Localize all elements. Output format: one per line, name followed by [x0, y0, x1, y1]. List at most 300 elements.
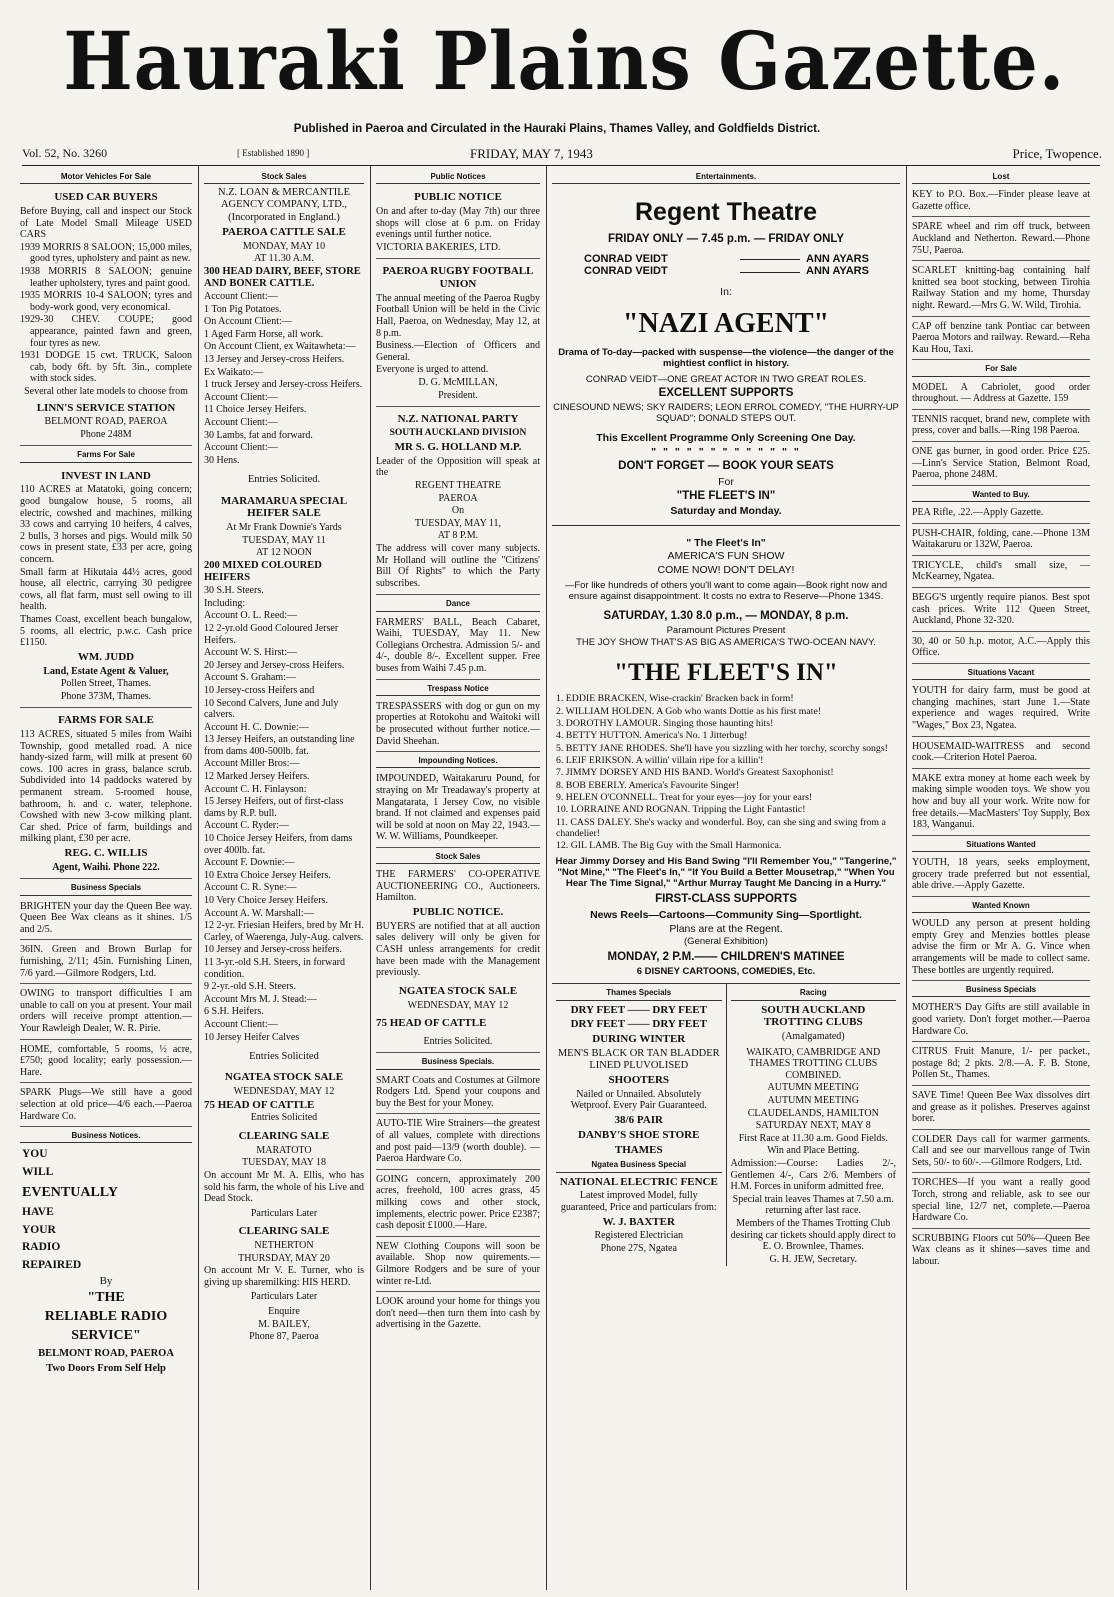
ad-heading: PAEROA RUGBY FOOTBALL UNION — [382, 265, 534, 291]
ad-text: 1935 MORRIS 10-4 SALOON; tyres and body-work good, very economical. — [20, 290, 192, 313]
list-item: 10 Extra Choice Jersey Heifers. — [204, 869, 331, 881]
ad-text: Particulars Later — [250, 1207, 318, 1219]
ad-text: 110 ACRES at Matatoki, going concern; good bungalow house, 5 rooms, all electric, cowshed and machines, milking 33 cows and carrying 10 heifers, 4 calves, 2 bulls, 3 horses and pigs. Would milk 50 cows in present state, £33 per acre, going concern. — [20, 484, 192, 566]
ad-heading: MONDAY, 2 P.M.—— CHILDREN'S MATINEE — [607, 950, 845, 963]
ad-text: By — [99, 1274, 113, 1287]
film-title: "NAZI AGENT" — [622, 308, 830, 340]
ad-text: REGENT THEATRE — [414, 479, 501, 491]
ad-text: Phone 373M, Thames. — [60, 690, 152, 702]
bottom-ads — [552, 983, 900, 1266]
column-entertainment — [552, 168, 900, 1590]
ad-text: N.Z. LOAN & MERCANTILE AGENCY COMPANY, LTD., (Incorporated in England.) — [217, 187, 351, 223]
ad-text: Plans are at the Regent. — [669, 922, 783, 935]
ad-heading: DRY FEET —— DRY FEET — [570, 1003, 707, 1016]
newspaper-title: Hauraki Plains Gazette. — [63, 14, 1066, 108]
classified-ad: BRIGHTEN your day the Queen Bee way. Queen Bee Wax cleans as it shines. 1/5 and 2/5. — [20, 899, 192, 941]
star-billing — [584, 253, 900, 278]
ad-text: 1931 DODGE 15 cwt. TRUCK, Saloon cab, body 6ft. by 5ft. 3in., complete with stock sides. — [20, 350, 192, 385]
ad-text: TUESDAY, MAY 18 — [241, 1157, 326, 1169]
section-head: Dance — [376, 597, 540, 611]
section-head: Stock Sales — [204, 170, 364, 184]
header-rule — [22, 165, 1100, 166]
list-item: Account Miller Bros:— — [204, 758, 300, 770]
classified-ad: ONE gas burner, in good order. Price £25.—Linn's Service Station, Belmont Road, Paeroa, phone 248M. — [912, 444, 1090, 486]
radio-word: EVENTUALLY — [22, 1185, 118, 1200]
billing-name: ANN AYARS — [806, 265, 869, 278]
ad-text: (Amalgamated) — [781, 1031, 845, 1043]
racing — [727, 984, 901, 1266]
list-item: 5. BETTY JANE RHODES. She'll have you sizzling with her torchy, scorchy songs! — [556, 742, 888, 754]
section-head: Business Specials — [912, 983, 1090, 997]
ad-text: WEDNESDAY, MAY 12 — [407, 999, 509, 1011]
list-item: 11 3-yr.-old S.H. Steers, in forward condition. — [204, 956, 345, 980]
classified-ad: TRESPASSERS with dog or gun on my properties at Rotokohu and Waitoki will be prosecuted without further notice.—David Sheehan. — [376, 699, 540, 752]
ad-text: Before Buying, call and inspect our Stock of Late Model Small Mileage USED CARS — [20, 206, 192, 241]
ad-heading: W. J. BAXTER — [602, 1215, 675, 1228]
ad-national-party — [376, 409, 540, 595]
classified-ad: HOUSEMAID-WAITRESS and second cook.—Criterion Hotel Paeroa. — [912, 739, 1090, 769]
section-head: Motor Vehicles For Sale — [20, 170, 192, 184]
ad-text: Paramount Pictures Present — [666, 625, 786, 637]
ad-heading: " The Fleet's In" — [686, 537, 766, 550]
ad-text: BELMONT ROAD, PAEROA — [38, 1348, 174, 1360]
ad-heading: FARMS FOR SALE — [58, 714, 154, 727]
list-item: Account O. L. Reed:— — [204, 610, 298, 622]
list-item: On Account Client, ex Waitawheta:— — [204, 341, 356, 353]
radio-word: RADIO — [22, 1241, 61, 1254]
ad-text: Particulars Later — [250, 1291, 318, 1303]
ad-text: WEDNESDAY, MAY 12 — [233, 1086, 335, 1098]
ad-text: M. BAILEY, — [258, 1318, 310, 1330]
ad-text: Enquire — [268, 1306, 300, 1318]
list-item: 12 2-yr. Friesian Heifers, bred by Mr H. Carley, of Waerenga, July-Aug. calvers. — [204, 920, 364, 943]
ad-text: This Excellent Programme Only Screening One Day. — [596, 431, 856, 444]
list-item: 15 Jersey Heifers, out of first-class dams by R.P. bull. — [204, 796, 344, 819]
classified-ad: COLDER Days call for warmer garments. Call and see our marvellous range of Twin Sets, 50/- to 60/-.—Gilmore Rodgers, Ltd. — [912, 1132, 1090, 1174]
cast-list — [556, 693, 900, 852]
ad-text: For — [718, 475, 734, 488]
list-item: 6. LEIF ERIKSON. A willin' villain ripe for a killin'! — [556, 754, 764, 766]
ad-heading: MARAMARUA SPECIAL HEIFER SALE — [220, 494, 348, 520]
list-item: 30 Hens. — [204, 454, 240, 466]
ad-heading: THAMES — [614, 1143, 663, 1156]
ad-text: Small farm at Hikutaia 44½ acres, good house, all electric, carrying 30 pedigree cows, all flat farm, must sell owing to ill health. — [20, 566, 192, 613]
ad-text: THURSDAY, MAY 20 — [238, 1252, 330, 1264]
list-item: Ex Waikato:— — [204, 366, 264, 378]
radio-word: REPAIRED — [22, 1259, 82, 1272]
issue-price: Price, Twopence. — [1012, 146, 1102, 161]
column-divider — [198, 166, 199, 1590]
list-item: Account Mrs M. J. Stead:— — [204, 993, 317, 1005]
list-item: Account Client:— — [204, 391, 278, 403]
ad-text: 300 HEAD DAIRY, BEEF, STORE AND BONER CATTLE. — [204, 265, 361, 289]
list-item: 3. DOROTHY LAMOUR. Singing those haunting hits! — [556, 717, 774, 729]
ad-text: Saturday and Monday. — [670, 505, 782, 518]
classified-ad: BEGG'S urgently require pianos. Best spot cash prices. Write 112 Queen Street, Auckland, Phone 32-320. — [912, 590, 1090, 632]
film-title: "THE FLEET'S IN" — [614, 659, 838, 687]
billing-name: CONRAD VEIDT — [584, 252, 668, 265]
classified-ad: MAKE extra money at home each week by making simple wooden toys. We show you how and buy all your work. Write now for free details.—MacMasters' Toy Supply, Box 183, Wanganui. — [912, 771, 1090, 836]
ad-text: MONDAY, MAY 10 — [242, 240, 326, 252]
list-item: 10 Second Calvers, June and July calvers. — [204, 697, 339, 721]
list-item: 13 Jersey and Jersey-cross Heifers. — [204, 354, 345, 366]
classified-ad: FARMERS' BALL, Beach Cabaret, Waihi, TUESDAY, May 11. New Collegians Orchestra. Admission 5/- and 4/-, double 8/-. Excellent supper. Free buses from Waihi 7.45 p.m. — [376, 615, 540, 680]
list-item: Account A. W. Marshall:— — [204, 907, 314, 919]
ad-text: VICTORIA BAKERIES, LTD. — [376, 241, 501, 253]
section-head: Situations Vacant — [912, 666, 1090, 680]
ad-text: Hear Jimmy Dorsey and His Band Swing "I'll Remember You," "Tangerine," "Not Mine," "The Fleet's In," "If You Build a Better Mousetrap," "When You Hear The Time Signal," "Arthur Murray Taught Me Dancing in a Hurry." — [555, 855, 897, 890]
ad-heading: N.Z. NATIONAL PARTY — [397, 413, 519, 426]
ad-text: 1939 MORRIS 8 SALOON; 15,000 miles, good tyres, upholstery and paint as new. — [20, 241, 192, 265]
ad-text: NETHERTON — [254, 1240, 314, 1252]
section-head: For Sale — [912, 362, 1090, 376]
ad-heading: PUBLIC NOTICE — [414, 191, 502, 204]
billing-row — [584, 253, 900, 266]
list-item: 9. HELEN O'CONNELL. Treat for your eyes—joy for your ears! — [556, 792, 813, 804]
section-head: Business Notices. — [20, 1129, 192, 1143]
list-item: Account C. H. Finlayson: — [204, 783, 307, 795]
ad-text: Members of the Thames Trotting Club desiring car tickets should apply direct to E. O. Brownlee, Thames. — [730, 1217, 896, 1253]
radio-word: YOU — [22, 1148, 48, 1161]
ad-text: BELMONT ROAD, PAEROA — [44, 416, 168, 428]
classified-ad: TORCHES—If you want a really good Torch, strong and reliable, ask to see our special line, 12/7 net, complete.—Paeroa Hardware Co. — [912, 1175, 1090, 1228]
ad-used-cars — [20, 187, 192, 446]
ad-heading: INVEST IN LAND — [61, 469, 151, 482]
theatre-name: Regent Theatre — [635, 198, 817, 227]
ad-text: 1929-30 CHEV. COUPE; good appearance, painted fawn and green, four tyres as new. — [20, 314, 192, 349]
ad-text: Phone 87, Paeroa — [249, 1331, 319, 1343]
classified-ad: TRICYCLE, child's small size, —McKearney, Ngatea. — [912, 558, 1090, 588]
ad-farmers-coop — [376, 867, 540, 1053]
ad-text: CLAUDELANDS, HAMILTON — [747, 1107, 879, 1119]
list-item: On Account Client:— — [204, 316, 292, 328]
list-item: 6 S.H. Heifers. — [204, 1006, 264, 1018]
ad-text: Entries Solicited — [250, 1112, 318, 1124]
ad-heading: WM. JUDD — [77, 650, 135, 663]
list-item: Account H. C. Downie:— — [204, 721, 309, 733]
list-item: Including: — [204, 597, 246, 609]
classified-ad: 36IN. Green and Brown Burlap for furnishing, 2/11; 45in. Furnishing Linen, 7/6 yard.—Gilmore Rodgers, Ltd. — [20, 942, 192, 984]
stock-list — [204, 291, 364, 466]
list-item: 10. LORRAINE AND ROGNAN. Tripping the Light Fantastic! — [556, 804, 806, 816]
ad-public-notice — [376, 187, 540, 259]
ad-text: Land, Estate Agent & Valuer, — [43, 665, 169, 677]
show-time: FRIDAY ONLY — 7.45 p.m. — FRIDAY ONLY — [607, 233, 845, 246]
ad-rugby-union — [376, 261, 540, 407]
ad-text: D. G. McMILLAN, — [418, 377, 498, 389]
ad-text: Several other late models to choose from — [24, 385, 188, 397]
column-1 — [20, 168, 192, 1590]
masthead — [20, 6, 1100, 126]
ad-text: Phone 27S, Ngatea — [600, 1242, 677, 1254]
list-item: 10 Jersey-cross Heifers and — [204, 684, 315, 696]
ad-heading: LINN'S SERVICE STATION — [36, 401, 176, 414]
list-item: Account Client:— — [204, 291, 278, 303]
section-head: Thames Specials — [556, 986, 722, 1000]
ad-heading: SHOOTERS — [608, 1074, 670, 1087]
ad-text: Admission:—Course: Ladies 2/-, Gentlemen 4/-, Cars 2/6. Members of H.M. Forces in uniform admitted free. — [730, 1157, 896, 1193]
column-divider — [370, 166, 371, 1590]
ad-text: On — [451, 505, 465, 517]
ad-text: AT 11.30 A.M. — [254, 253, 314, 265]
ad-text: TUESDAY, MAY 11, — [414, 517, 502, 529]
ad-heading: NGATEA STOCK SALE — [398, 984, 518, 997]
classified-ad: LOOK around your home for things you don't need—then turn them into cash by advertising in the Gazette. — [376, 1296, 540, 1331]
list-item: Account C. Ryder:— — [204, 820, 289, 832]
list-item: 13 Jersey Heifers, an outstanding line from dams 400-500lb. fat. — [204, 734, 355, 757]
section-head: Trespass Notice — [376, 682, 540, 696]
ad-text: Leader of the Opposition will speak at the — [376, 455, 540, 479]
ad-text: 113 ACRES, situated 5 miles from Waihi Township, good metalled road. A nice handy-sized farm, will milk at present 60 cows. 100 acres in grass, balance scrub. Subdivided into 14 paddocks watered by permanent stream. 5-roomed house, bathroom, h. and c. water, telephone. Cowshed with new 3-cow milking plant. Car shed. Price of farm, buildings and milking plant, £30 per acre. — [20, 729, 192, 845]
ad-text: COME NOW! DON'T DELAY! — [657, 563, 795, 576]
show-time: SATURDAY, 1.30 8.0 p.m., — MONDAY, 8 p.m. — [603, 609, 849, 622]
classified-ad: SPARK Plugs—We still have a good selection at old price—4/6 each.—Paeroa Hardware Co. — [20, 1085, 192, 1127]
list-item: 10 Jersey and Jersey-cross heifers. — [204, 944, 343, 956]
ad-text: AMERICA'S FUN SHOW — [667, 550, 785, 563]
ad-invest-land — [20, 466, 192, 709]
list-item: Account S. Graham:— — [204, 672, 296, 684]
ad-heading: MR S. G. HOLLAND M.P. — [394, 441, 522, 453]
classified-ad: 30, 40 or 50 h.p. motor, A.C.—Apply this Office. — [912, 634, 1090, 664]
classified-ad: WOULD any person at present holding empty Grey and Menzies bottles please advise the firm or Mr A. G. Vince when arrangements will be made to collect same. These bottles are urgently required. — [912, 916, 1090, 981]
section-head: Wanted Known — [912, 899, 1090, 913]
column-divider — [906, 166, 907, 1590]
list-item: 2. WILLIAM HOLDEN. A Gob who wants Dottie as his first mate! — [556, 705, 822, 717]
ad-text: Phone 248M — [80, 428, 132, 440]
ad-heading: DRY FEET —— DRY FEET — [570, 1018, 707, 1031]
ad-heading: FIRST-CLASS SUPPORTS — [655, 893, 797, 906]
radio-word: YOUR — [22, 1223, 56, 1236]
list-item: Account W. S. Hirst:— — [204, 647, 298, 659]
ad-heading: DANBY'S SHOE STORE — [578, 1128, 700, 1141]
classified-ad: GOING concern, approximately 200 acres, freehold, 100 acres grass, 45 milking cows and other stock, implements, electric power. Price £2387; cash deposit £1000.—Hare. — [376, 1172, 540, 1237]
ad-heading: DON'T FORGET — BOOK YOUR SEATS — [618, 460, 834, 473]
issue-date: FRIDAY, MAY 7, 1943 — [470, 146, 593, 161]
ad-text: CINESOUND NEWS; SKY RAIDERS; LEON ERROL COMEDY, "THE HURRY-UP SQUAD"; DONALD STEPS OUT. — [553, 401, 899, 424]
section-head: Wanted to Buy. — [912, 488, 1090, 502]
radio-word: WILL — [22, 1166, 54, 1179]
list-item: 11 Choice Jersey Heifers. — [204, 404, 307, 416]
ad-text: In: — [720, 285, 732, 298]
ad-heading: SERVICE" — [71, 1328, 141, 1344]
ad-text: News Reels—Cartoons—Community Sing—Sportlight. — [590, 908, 862, 921]
ad-heading: CLEARING SALE — [238, 1130, 330, 1142]
ad-text: On account Mr V. E. Turner, who is giving up sharemilking: HIS HERD. — [204, 1265, 364, 1288]
ad-text: The address will cover many subjects. Mr Holland will outline the "Citizens' Bill Of Rights" to which the Party subscribes. — [376, 542, 540, 589]
ad-heading: PUBLIC NOTICE. — [412, 906, 504, 919]
ad-text: WAIKATO, CAMBRIDGE AND THAMES TROTTING CLUBS COMBINED. — [746, 1046, 881, 1081]
ad-heading: EXCELLENT SUPPORTS — [658, 386, 794, 399]
classified-ad: SCRUBBING Floors cut 50%—Queen Bee Wax cleans as it shines—saves time and labour. — [912, 1232, 1090, 1268]
classified-ad: MOTHER'S Day Gifts are still available in good variety. Don't forget mother.—Paeroa Hardware Co. — [912, 1000, 1090, 1042]
ad-text: AUTUMN MEETING — [767, 1094, 859, 1106]
list-item: Account Client:— — [204, 1018, 278, 1030]
ad-heading: 38/6 PAIR — [614, 1114, 663, 1127]
classified-ad: NEW Clothing Coupons will soon be available. Shop now quirements.—Gilmore Rodgers and be sure of your winter re-Ltd. — [376, 1239, 540, 1292]
ad-text: TUESDAY, MAY 11 — [242, 534, 326, 546]
radio-word: HAVE — [22, 1205, 54, 1218]
ad-text: Win and Place Betting. — [767, 1145, 860, 1157]
classified-ad: PEA Rifle, .22.—Apply Gazette. — [912, 505, 1090, 524]
fleets-in-block — [552, 525, 900, 977]
list-item: Account C. R. Syne:— — [204, 882, 297, 894]
list-item: 9 2-yr.-old S.H. Steers. — [204, 981, 296, 993]
ad-text: MEN'S BLACK OR TAN BLADDER LINED PLUVOLISED — [557, 1047, 720, 1071]
classified-ad: IMPOUNDED, Waitakaruru Pound, for straying on Mr Treadaway's property at Mangatarata, 1 Jersey Cow, no visible brand. If not claimed and expenses paid will be sold at noon on May 22, 1943.—W. W. Williams, Poundkeeper. — [376, 771, 540, 848]
ad-text: President. — [438, 389, 478, 401]
ad-heading: USED CAR BUYERS — [54, 191, 158, 204]
ad-heading: NATIONAL ELECTRIC FENCE — [559, 1175, 718, 1188]
ad-text: AUTUMN MEETING — [767, 1082, 859, 1094]
ad-heading: NGATEA STOCK SALE — [224, 1071, 344, 1084]
ad-text: BUYERS are notified that at all auction sales delivery will only be given for CASH unless arrangements for credit have been made with the Management previously. — [376, 920, 540, 979]
classified-ad: SMART Coats and Costumes at Gilmore Rodgers Ltd. Spend your coupons and buy the Best for your Money. — [376, 1073, 540, 1115]
ad-text: THE FARMERS' CO-OPERATIVE AUCTIONEERING CO., Auctioneers. Hamilton. — [376, 869, 540, 904]
ad-heading: CLEARING SALE — [238, 1225, 330, 1238]
column-2 — [204, 168, 364, 1590]
ad-heading: RELIABLE RADIO — [44, 1308, 168, 1324]
column-divider — [546, 166, 547, 1590]
classified-ad: SAVE Time! Queen Bee Wax dissolves dirt and grease as it polishes. Preserves against borer. — [912, 1088, 1090, 1130]
section-head: Business Specials — [20, 881, 192, 895]
ad-text: Pollen Street, Thames. — [60, 678, 152, 690]
classified-ad: KEY to P.O. Box.—Finder please leave at Gazette office. — [912, 187, 1090, 217]
billing-rule — [740, 253, 800, 261]
ad-text: (General Exhibition) — [684, 935, 768, 947]
list-item: Account Client:— — [204, 442, 278, 454]
ad-text: AT 8 P.M. — [437, 530, 479, 542]
ditto-marks: " " " " " " " " " " " " " — [651, 446, 801, 459]
list-item: 20 Jersey and Jersey-cross Heifers. — [204, 659, 345, 671]
ad-text: THE JOY SHOW THAT'S AS BIG AS AMERICA'S TWO-OCEAN NAVY. — [576, 637, 876, 649]
ad-text: MARATOTO — [256, 1144, 312, 1156]
list-item: 8. BOB EBERLY. America's Favourite Singer! — [556, 779, 740, 791]
list-item: 4. BETTY HUTTON. America's No. 1 Jitterbug! — [556, 730, 748, 742]
list-item: 30 Lambs, fat and forward. — [204, 429, 313, 441]
ad-heading: REG. C. WILLIS — [64, 847, 148, 859]
list-item: 10 Very Choice Jersey Heifers. — [204, 895, 328, 907]
ad-text: Latest improved Model, fully guaranteed, Price and particulars from: — [560, 1190, 717, 1213]
billing-name: ANN AYARS — [806, 252, 869, 265]
list-item: 1 Aged Farm Horse, all work. — [204, 328, 324, 340]
classified-ad: YOUTH, 18 years, seeks employment, grocery trade preferred but not essential, able drive.—Apply Gazette. — [912, 855, 1090, 897]
issue-info-bar — [22, 146, 1102, 164]
volume-number: Vol. 52, No. 3260 — [22, 146, 108, 160]
classified-ad: CITRUS Fruit Manure, 1/- per packet., postage 8d; 2 pkts. 2/8.—A. F. B. Stone, Pollen St., Thames. — [912, 1044, 1090, 1086]
ad-heading: PAEROA CATTLE SALE — [222, 225, 346, 238]
section-head: Lost — [912, 170, 1090, 184]
ad-heading: SOUTH AUCKLAND TROTTING CLUBS — [761, 1003, 866, 1029]
ad-text: SOUTH AUCKLAND DIVISION — [389, 427, 527, 438]
ad-text: Agent, Waihi. Phone 222. — [52, 861, 160, 873]
list-item: 12 2-yr.old Good Coloured Jerser Heifers. — [204, 622, 339, 646]
list-item: 10 Jersey Heifer Calves — [204, 1031, 300, 1043]
ad-text: 75 HEAD OF CATTLE — [376, 1017, 487, 1030]
list-item: 1 Ton Pig Potatoes. — [204, 303, 282, 315]
ad-text: —For like hundreds of others you'll want to come again—Book right now and ensure against disappointment. It costs no extra to Reserve—Phone 134S. — [564, 579, 888, 602]
ad-text: 75 HEAD OF CATTLE — [204, 1098, 315, 1111]
classified-ad: AUTO-TIE Wire Strainers—the greatest of all values, complete with directions and post paid—13/9 (worth double). —Paeroa Hardware Co. — [376, 1116, 540, 1169]
ad-text: On and after to-day (May 7th) our three shops will close at 6 p.m. on Friday evenings until further notice. — [376, 206, 540, 241]
ad-farms-for-sale — [20, 710, 192, 879]
ad-radio-service — [20, 1146, 192, 1275]
list-item: 11. CASS DALEY. She's wacky and wonderful. Boy, can she sing and swing from a chandelier! — [556, 816, 886, 840]
ad-text: The annual meeting of the Paeroa Rugby Football Union will be held in the Civic Hall, Paeroa, on Wednesday, May 12, at 8 p.m. — [376, 292, 540, 339]
section-head: Stock Sales — [376, 850, 540, 864]
ad-text: 1938 MORRIS 8 SALOON; genuine leather upholstery, tyres and paint good. — [20, 265, 192, 289]
ad-text: Entries Solicited — [249, 1051, 319, 1063]
ad-text: PAEROA — [438, 492, 478, 504]
classified-ad: OWING to transport difficulties I am unable to call on you at present. Your mail orders will receive prompt attention.—Your Rawleigh Dealer, W. R. Pirie. — [20, 986, 192, 1039]
list-item: 12 Marked Jersey Heifers. — [204, 771, 310, 783]
list-item: 10 Choice Jersey Heifers, from dams over 400lb. fat. — [204, 833, 353, 856]
list-item: 1. EDDIE BRACKEN, Wise-crackin' Bracken back in form! — [556, 693, 794, 705]
ad-text: Two Doors From Self Help — [46, 1363, 166, 1375]
billing-rule — [740, 265, 800, 273]
ad-text: 6 DISNEY CARTOONS, COMEDIES, Etc. — [636, 966, 816, 978]
list-item: 7. JIMMY DORSEY AND HIS BAND. World's Greatest Saxophonist! — [556, 767, 834, 779]
ad-text: Drama of To-day—packed with suspense—the violence—the danger of the mightiest conflict in history. — [558, 346, 894, 369]
classified-ad: HOME, comfortable, 5 rooms, ½ acre, £750; good locality; early possession.—Hare. — [20, 1042, 192, 1084]
column-3 — [376, 168, 540, 1590]
section-head: Ngatea Business Special — [556, 1158, 722, 1172]
ad-text: CONRAD VEIDT—ONE GREAT ACTOR IN TWO GREAT ROLES. — [585, 373, 867, 385]
classified-ad: CAP off benzine tank Pontiac car between Paeroa Motors and railway. Reward.—Reha Kau Hou, Taxi. — [912, 319, 1090, 361]
ad-heading: "THE — [87, 1289, 125, 1305]
classified-ad: PUSH-CHAIR, folding, cane.—Phone 13M Waitakaruru or 132W, Paeroa. — [912, 526, 1090, 556]
section-head: Farms For Sale — [20, 448, 192, 462]
list-item: Account F. Downie:— — [204, 857, 295, 869]
ad-text: On account Mr M. A. Ellis, who has sold his farm, the whole of his Live and Dead Stock. — [204, 1169, 364, 1205]
ad-heading: DURING WINTER — [592, 1033, 686, 1046]
classified-ad: SPARE wheel and rim off truck, between Auckland and Netherton. Reward.—Phone 75U, Paeroa. — [912, 219, 1090, 261]
column-5 — [912, 168, 1090, 1590]
list-item: 12. GIL LAMB. The Big Guy with the Small Harmonica. — [556, 840, 782, 852]
ad-heading: "THE FLEET'S IN" — [676, 489, 776, 502]
ad-text: First Race at 11.30 a.m. Good Fields. — [738, 1132, 888, 1144]
section-head: Public Notices — [376, 170, 540, 184]
ad-text: Everyone is urged to attend. — [376, 364, 489, 376]
classified-ad: SCARLET knitting-bag containing half knitted sea boot stocking, between Tirohia Railway Station and my home, Thursday night. Reward.—Mrs G. W. Wild, Tirohia. — [912, 263, 1090, 316]
section-head: Impounding Notices. — [376, 754, 540, 768]
ad-text: AT 12 NOON — [256, 547, 312, 559]
established-note: [ Established 1890 ] — [237, 148, 310, 158]
section-head: Situations Wanted — [912, 838, 1090, 852]
section-head: Racing — [731, 986, 897, 1000]
ad-text: 200 MIXED COLOURED HEIFERS — [204, 559, 322, 583]
billing-name: CONRAD VEIDT — [584, 265, 668, 278]
ad-text: SATURDAY NEXT, MAY 8 — [755, 1120, 871, 1132]
classified-ad: TENNIS racquet, brand new, complete with press, cover and balls.—Ring 198 Paeroa. — [912, 412, 1090, 442]
ad-text: Entries Solicited. — [247, 474, 321, 486]
list-item: 1 truck Jersey and Jersey-cross Heifers. — [204, 379, 363, 391]
masthead-subtitle: Published in Paeroa and Circulated in the Hauraki Plains, Thames Valley, and Goldfields District. — [293, 123, 821, 135]
list-item: Account Client:— — [204, 417, 278, 428]
stock-list — [204, 585, 364, 1043]
ad-text: Business.—Election of Officers and General. — [376, 340, 540, 363]
ad-text: Registered Electrician — [594, 1230, 684, 1242]
classified-ad: MODEL A Cabriolet, good order throughout. — Address at Gazette. 159 — [912, 380, 1090, 410]
section-head: Entertainments. — [552, 170, 900, 184]
list-item: 30 S.H. Steers. — [204, 585, 264, 597]
section-head: Business Specials. — [376, 1055, 540, 1069]
ad-text: At Mr Frank Downie's Yards — [226, 522, 342, 534]
ad-text: Nailed or Unnailed. Absolutely Wetproof. Every Pair Guaranteed. — [570, 1088, 707, 1112]
ad-text: Thames Coast, excellent beach bungalow, 5 rooms, all electric, p.w.c. Cash price £1150. — [20, 614, 192, 649]
billing-row — [584, 265, 900, 278]
ad-text: Special train leaves Thames at 7.50 a.m. returning after last race. — [732, 1193, 894, 1217]
thames-specials — [552, 984, 727, 1266]
